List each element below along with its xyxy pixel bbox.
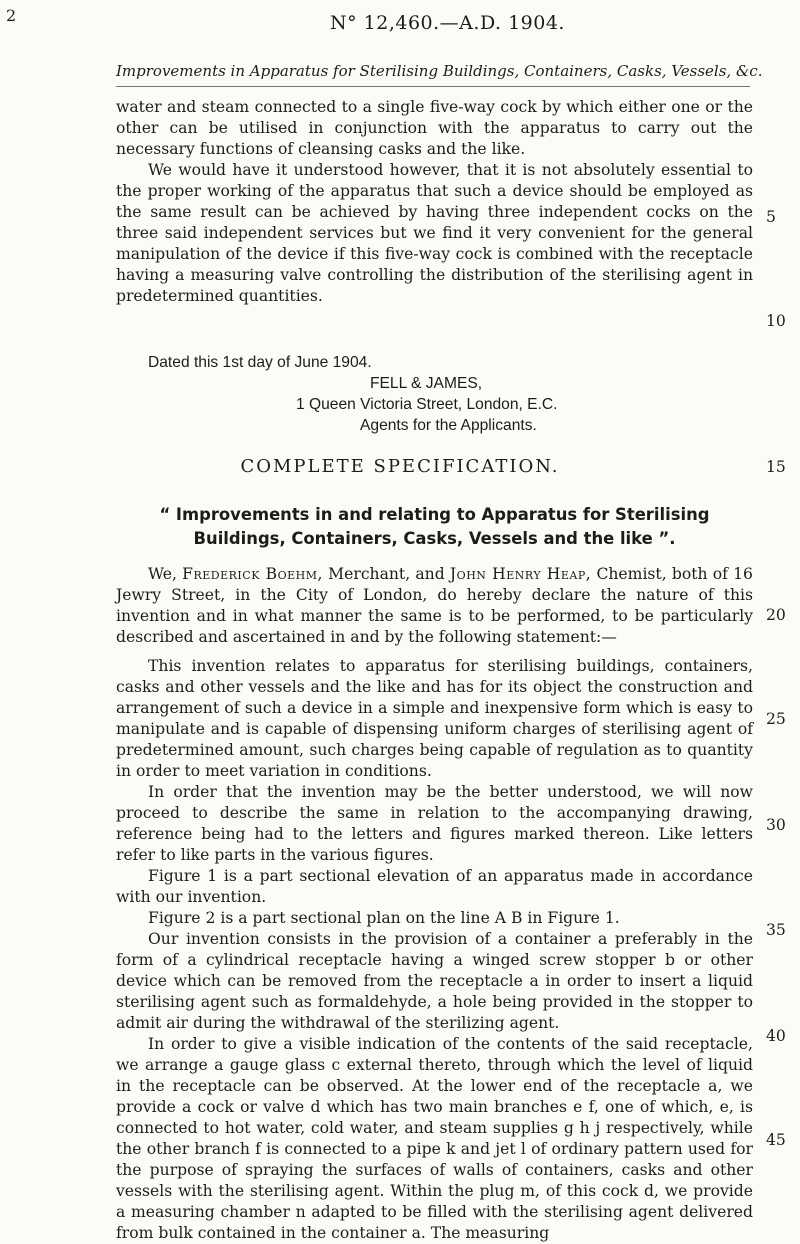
intro-rest: Chemist, both of 16 Jewry Street, in the City of London, do hereby declare the nature of this invention and in what manner the same is to be performed, to be particularly described and ascertained in and by the following statement:— (116, 565, 753, 646)
applicant-name: John Henry Heap, (449, 565, 592, 583)
body-paragraph: In order that the invention may be the better understood, we will now proceed to describe the same in relation to the accompanying drawing, reference being had to the letters and figures marked thereon. Like letters refer to like parts in the various figures. (116, 783, 753, 864)
line-number: 35 (766, 921, 786, 939)
line-number: 45 (766, 1131, 786, 1149)
complete-specification-heading: COMPLETE SPECIFICATION. (240, 456, 560, 477)
line-number: 5 (766, 208, 776, 226)
line-number: 40 (766, 1027, 786, 1045)
provisional-body (116, 97, 753, 307)
body-paragraph: Our invention consists in the provision of a container a preferably in the form of a cylindrical receptacle having a winged screw stopper b or other device which can be removed from the receptacle a in order to insert a liquid sterilising agent such as formaldehyde, a hole being provided in the stopper to admit air during the withdrawal of the sterilizing agent. (116, 930, 753, 1032)
line-number: 15 (766, 458, 786, 476)
body-paragraph: In order to give a visible indication of the contents of the said receptacle, we arrange a gauge glass c external thereto, through which the level of liquid in the receptacle can be observed. At the lower end of the receptacle a, we provide a cock or valve d which has two main branches e f, one of which, e, is connected to hot water, cold water, and steam supplies g h j respectively, while the other branch f is connected to a pipe k and jet l of ordinary pattern used for the purpose of spraying the surfaces of walls of containers, casks and other vessels with the sterilising agent. Within the plug m, of this cock d, we provide a measuring chamber n adapted to be filled with the sterilising agent delivered from bulk contained in the container a. The measuring (116, 1035, 753, 1242)
signature-firm: FELL & JAMES, (370, 375, 483, 392)
intro-paragraph (116, 564, 753, 648)
line-number: 20 (766, 606, 786, 624)
invention-title: “ Improvements in and relating to Apparatus for Sterilising Buildings, Containers, Casks, Vessels and the like ”. (159, 505, 710, 548)
title-line: Improvements in Apparatus for Sterilising Buildings, Containers, Casks, Vessels, &c. (116, 62, 763, 80)
intro-middle: Merchant, and (322, 565, 450, 583)
intro-we: We, (148, 565, 177, 583)
line-number: 10 (766, 312, 786, 330)
body-paragraph: This invention relates to apparatus for sterilising buildings, containers, casks and other vessels and the like and has for its object the construction and arrangement of such a device in a simple and inexpensive form which is easy to manipulate and is capable of dispensing uniform charges of sterilising agent of predetermined amount, such charges being capable of regulation as to quantity in order to meet variation in conditions. (116, 657, 753, 780)
page-number: 2 (6, 6, 17, 25)
dated-line: Dated this 1st day of June 1904. (148, 354, 372, 371)
line-number: 25 (766, 710, 786, 728)
body-paragraph: Figure 1 is a part sectional elevation of an apparatus made in accordance with our invention. (116, 867, 753, 906)
title-rule (116, 86, 750, 87)
applicant-name: Frederick Boehm, (182, 565, 323, 583)
signature-role: Agents for the Applicants. (360, 417, 537, 434)
provisional-paragraph: We would have it understood however, that it is not absolutely essential to the proper working of the apparatus that such a device should be employed as the same result can be achieved by having three independent cocks on the three said independent services but we find it very convenient for the general manipulation of the device if this five-way cock is combined with the receptacle having a measuring valve controlling the distribution of the sterilising agent in predetermined quantities. (116, 161, 753, 305)
specification-body (116, 564, 753, 1244)
signature-address: 1 Queen Victoria Street, London, E.C. (296, 396, 558, 413)
body-paragraph: Figure 2 is a part sectional plan on the line A B in Figure 1. (148, 909, 620, 927)
running-head: N° 12,460.—A.D. 1904. (330, 12, 565, 34)
line-number: 30 (766, 816, 786, 834)
provisional-paragraph: water and steam connected to a single five-way cock by which either one or the other can be utilised in conjunction with the apparatus to carry out the necessary functions of cleansing casks and the like. (116, 98, 753, 158)
